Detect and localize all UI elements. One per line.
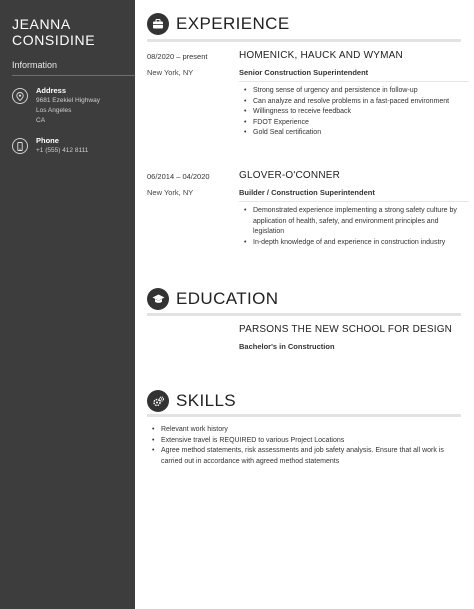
job-bullet: • Can analyze and resolve problems in a fast-paced environment: [239, 97, 469, 108]
graduation-cap-icon: [147, 288, 169, 310]
experience-header: [147, 13, 290, 35]
job-bullet: • FDOT Experience: [239, 118, 469, 129]
skills-rule: [147, 414, 461, 417]
job-bullet: • In-depth knowledge of and experience in construction industry: [239, 238, 469, 249]
candidate-name: [12, 16, 123, 48]
phone-label: Phone: [36, 136, 59, 145]
job-employer: HOMENICK, HAUCK AND WYMAN: [239, 50, 403, 61]
education-entry: [147, 326, 461, 356]
job-divider: [239, 201, 469, 202]
experience-rule: [147, 39, 461, 42]
main-content: [135, 0, 474, 609]
skills-list: [147, 425, 465, 467]
education-header: [147, 288, 278, 310]
job-dates: 06/2014 – 04/2020: [147, 172, 210, 181]
education-rule: [147, 313, 461, 316]
job-bullets: [239, 86, 469, 139]
job-role: Builder / Construction Superintendent: [239, 188, 375, 197]
briefcase-icon: [147, 13, 169, 35]
school-name: PARSONS THE NEW SCHOOL FOR DESIGN: [239, 324, 453, 335]
job-bullet: • Strong sense of urgency and persistence in follow-up: [239, 86, 469, 97]
sidebar-divider: [12, 75, 135, 76]
address-label: Address: [36, 86, 67, 95]
job-entry: [147, 52, 461, 157]
education-title: EDUCATION: [176, 289, 279, 308]
job-entry: [147, 172, 461, 262]
skill-item: • Extensive travel is REQUIRED to various Project Locations: [147, 436, 465, 447]
skill-item: • Agree method statements, risk assessments and job safety analysis. Ensure that all work is carried out in accordance with agreed method statements: [147, 446, 465, 467]
address-line-1: 9681 Ezekiel Highway: [36, 97, 100, 104]
job-location: New York, NY: [147, 188, 194, 197]
first-name: JEANNA: [12, 16, 71, 32]
job-divider: [239, 81, 469, 82]
skills-title: SKILLS: [176, 391, 237, 410]
phone-icon: [12, 138, 28, 154]
skills-header: [147, 390, 236, 412]
job-location: New York, NY: [147, 68, 194, 77]
experience-title: EXPERIENCE: [176, 14, 290, 33]
address-line-2: Los Angeles: [36, 107, 72, 114]
location-pin-icon: [12, 88, 28, 104]
job-dates: 08/2020 – present: [147, 52, 208, 61]
job-employer: GLOVER-O'CONNER: [239, 170, 341, 181]
gears-icon: [147, 390, 169, 412]
job-bullet: • Willingness to receive feedback: [239, 107, 469, 118]
job-bullets: [239, 206, 469, 248]
skill-item: • Relevant work history: [147, 425, 465, 436]
sidebar: [0, 0, 135, 609]
job-bullet: • Demonstrated experience implementing a strong safety culture by application of health, safety, and environment principles and legislation: [239, 206, 469, 238]
address-block: [12, 86, 123, 126]
job-role: Senior Construction Superintendent: [239, 68, 369, 77]
degree: Bachelor's in Construction: [239, 342, 335, 351]
job-bullet: • Gold Seal certification: [239, 128, 469, 139]
phone-number: +1 (555) 412 8111: [36, 147, 89, 154]
phone-block: [12, 136, 123, 156]
sidebar-section-title: Information: [12, 60, 58, 70]
address-line-3: CA: [36, 117, 46, 124]
last-name: CONSIDINE: [12, 32, 96, 48]
